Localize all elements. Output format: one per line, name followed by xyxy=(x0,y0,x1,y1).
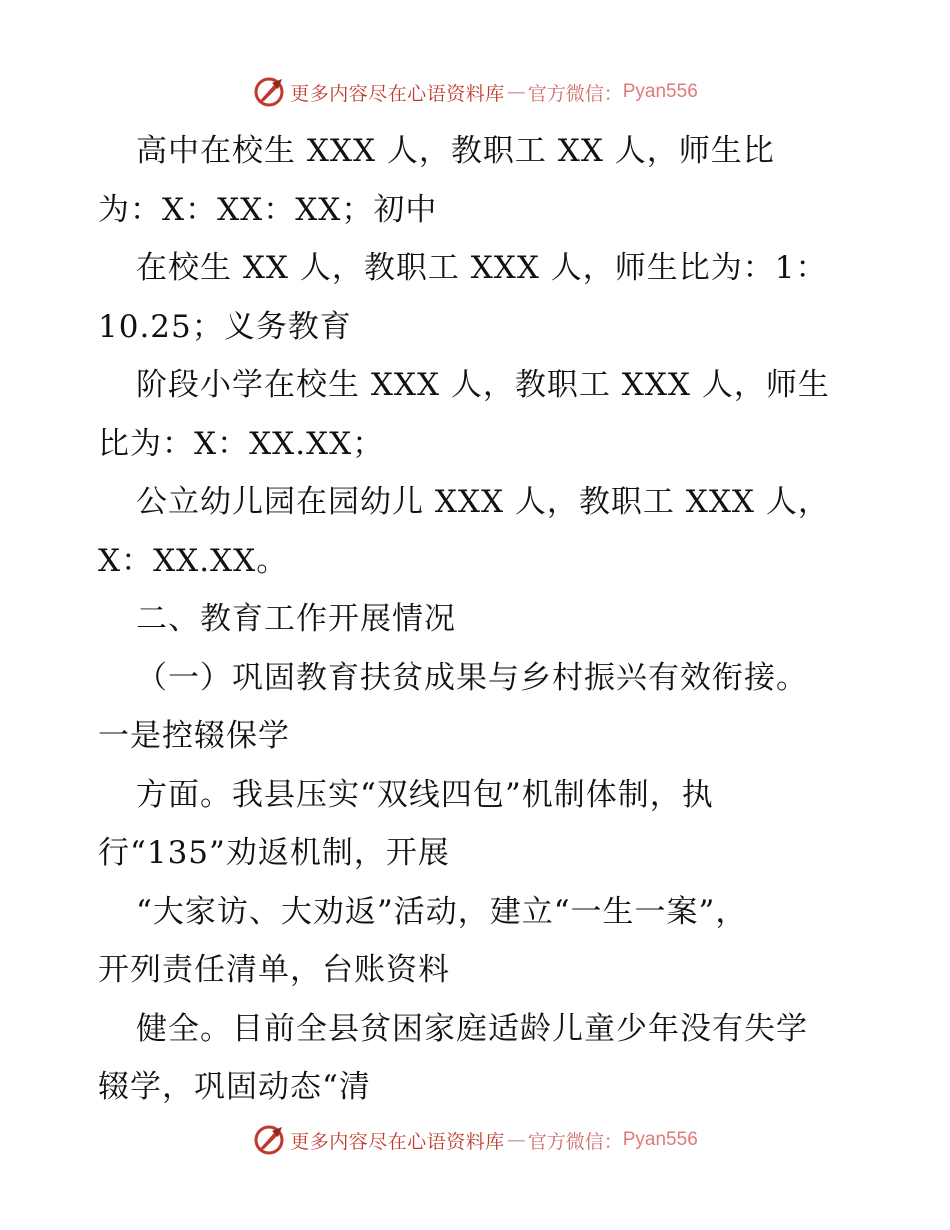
text-line: 开列责任清单，台账资料 xyxy=(98,952,450,988)
text-line: 一是控辍保学 xyxy=(98,718,290,754)
text-line: 在校生 XX 人，教职工 XXX 人，师生比为：1： xyxy=(136,250,828,286)
text-line: 辍学，巩固动态“清 xyxy=(98,1069,371,1105)
text-line: 公立幼儿园在园幼儿 XXX 人，教职工 XXX 人， xyxy=(136,484,830,520)
banner-wechat-label: 官方微信： xyxy=(527,1130,623,1153)
banner-handle: Pyan556 xyxy=(622,81,698,102)
banner-brand: 更多内容尽在心语资料库 xyxy=(290,1130,505,1153)
text-line: 比为：X：XX.XX； xyxy=(98,425,385,462)
text-line: 健全。目前全县贫困家庭适龄儿童少年没有失学 xyxy=(136,1010,808,1047)
text-line: 高中在校生 XXX 人，教职工 XX 人，师生比 xyxy=(136,133,775,169)
text-line: 为：X：XX：XX；初中 xyxy=(98,191,438,228)
text-line: “大家访、大劝返”活动，建立“一生一案”， xyxy=(136,893,748,930)
text-line: 10.25；义务教育 xyxy=(98,308,352,345)
section-heading: 二、教育工作开展情况 xyxy=(136,601,456,637)
quill-logo-icon xyxy=(252,75,286,109)
banner-separator: — xyxy=(506,1129,526,1151)
banner-separator: — xyxy=(506,81,526,103)
subsection-heading: （一）巩固教育扶贫成果与乡村振兴有效衔接。 xyxy=(136,659,808,696)
banner-handle: Pyan556 xyxy=(622,1129,698,1150)
text-line: 行“135”劝返机制，开展 xyxy=(98,835,450,871)
text-line: X：XX.XX。 xyxy=(98,542,289,579)
footer-banner xyxy=(0,1120,950,1160)
header-banner xyxy=(0,72,950,112)
banner-wechat-label: 官方微信： xyxy=(527,82,623,105)
quill-logo-icon xyxy=(252,1123,286,1157)
text-line: 方面。我县压实“双线四包”机制体制，执 xyxy=(136,776,714,813)
text-line: 阶段小学在校生 XXX 人，教职工 XXX 人，师生 xyxy=(136,367,830,403)
document-body xyxy=(98,122,898,1117)
banner-brand: 更多内容尽在心语资料库 xyxy=(290,82,505,105)
